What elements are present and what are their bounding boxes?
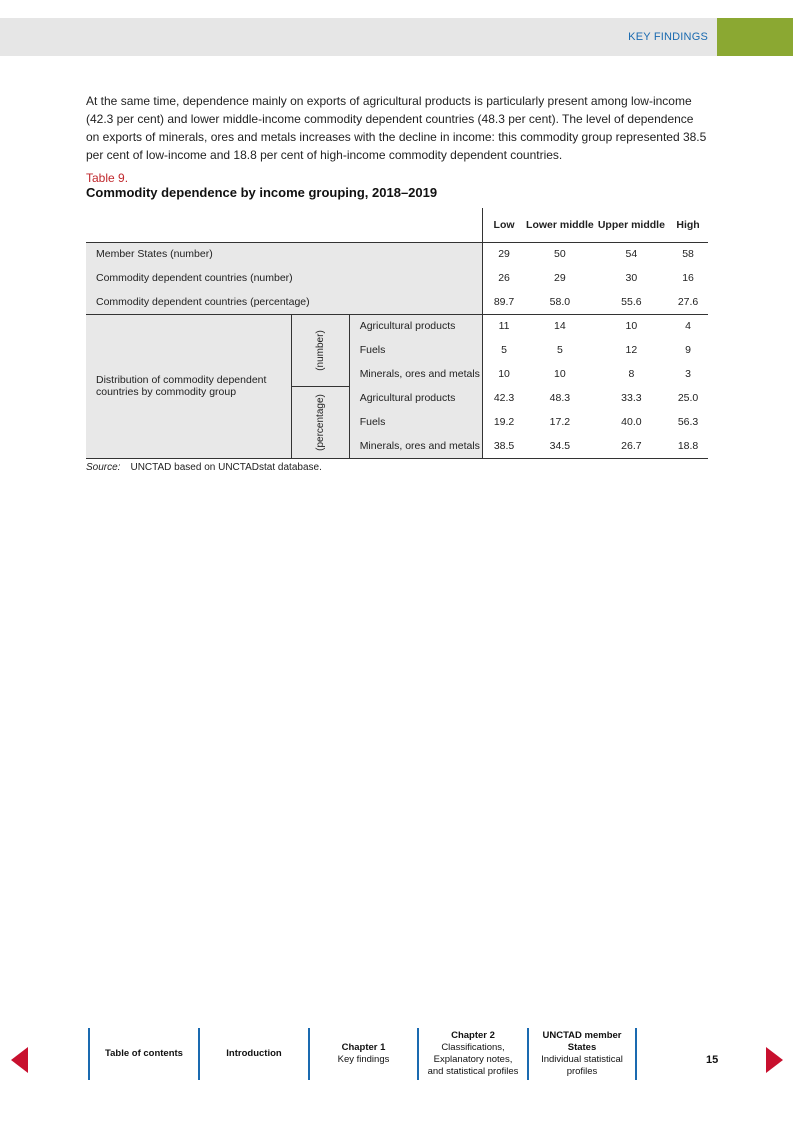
col-header: Upper middle	[595, 208, 668, 242]
table-source	[86, 462, 322, 473]
col-header: Low	[483, 208, 526, 242]
row-label: Member States (number)	[96, 248, 213, 261]
table-title: Commodity dependence by income grouping, 2018–2019	[86, 185, 438, 200]
cell: 50	[525, 242, 595, 266]
cell: 5	[483, 338, 526, 362]
cell: 40.0	[595, 410, 668, 434]
col-header: Lower middle	[525, 208, 595, 242]
row-label: Commodity dependent countries (percentage)	[86, 290, 483, 314]
group-label: Distribution of commodity dependent countries by commodity group	[86, 314, 291, 458]
nav-introduction[interactable]	[198, 1028, 308, 1080]
cell: 9	[668, 338, 708, 362]
row-label: Fuels	[349, 410, 482, 434]
source-label: Source:	[86, 462, 121, 473]
cell: 10	[483, 362, 526, 386]
cell: 19.2	[483, 410, 526, 434]
row-label: Minerals, ores and metals	[349, 362, 482, 386]
cell: 3	[668, 362, 708, 386]
cell: 38.5	[483, 434, 526, 458]
cell: 4	[668, 314, 708, 338]
header-band	[0, 18, 717, 56]
col-header: High	[668, 208, 708, 242]
cell: 26.7	[595, 434, 668, 458]
page-number: 15	[706, 1054, 719, 1066]
table-label: Table 9.	[86, 171, 129, 185]
header-blank-cell	[86, 208, 483, 242]
nav-sublabel: Individual statistical profiles	[541, 1054, 623, 1077]
cell: 11	[483, 314, 526, 338]
row-label: Fuels	[349, 338, 482, 362]
table-row	[86, 314, 708, 338]
nav-chapter-1[interactable]	[308, 1028, 417, 1080]
cell: 30	[595, 266, 668, 290]
cell: 48.3	[525, 386, 595, 410]
table-row	[86, 242, 708, 266]
unit-percentage	[291, 386, 349, 458]
nav-divider	[635, 1028, 637, 1080]
cell: 56.3	[668, 410, 708, 434]
cell: 25.0	[668, 386, 708, 410]
section-header: KEY FINDINGS	[628, 31, 708, 43]
cell: 29	[525, 266, 595, 290]
nav-sublabel: Key findings	[337, 1054, 390, 1065]
cell: 34.5	[525, 434, 595, 458]
cell: 26	[483, 266, 526, 290]
cell: 8	[595, 362, 668, 386]
cell: 10	[525, 362, 595, 386]
nav-chapter-2[interactable]	[417, 1028, 527, 1080]
table-row	[86, 290, 708, 314]
nav-table-of-contents[interactable]	[88, 1028, 198, 1080]
row-label: Commodity dependent countries (number)	[96, 272, 293, 284]
table-header-row	[86, 208, 708, 242]
previous-page-arrow-icon[interactable]	[11, 1047, 28, 1073]
next-page-arrow-icon[interactable]	[766, 1047, 783, 1073]
nav-label: Introduction	[226, 1048, 282, 1059]
unit-number	[291, 314, 349, 386]
cell: 14	[525, 314, 595, 338]
nav-label: Chapter 2	[451, 1030, 495, 1041]
cell: 54	[595, 242, 668, 266]
cell: 17.2	[525, 410, 595, 434]
row-label: Agricultural products	[349, 386, 482, 410]
nav-label: Chapter 1	[341, 1042, 386, 1053]
nav-member-states[interactable]	[527, 1028, 635, 1080]
commodity-dependence-table	[86, 208, 708, 459]
cell: 58	[668, 242, 708, 266]
nav-label: Table of contents	[105, 1048, 183, 1059]
cell: 12	[595, 338, 668, 362]
cell: 42.3	[483, 386, 526, 410]
header-accent-block	[717, 18, 793, 56]
cell: 55.6	[595, 290, 668, 314]
table-row	[86, 266, 708, 290]
nav-sublabel: Classifications, Explanatory notes, and statistical profiles	[427, 1042, 519, 1077]
cell: 18.8	[668, 434, 708, 458]
cell: 33.3	[595, 386, 668, 410]
intro-paragraph: At the same time, dependence mainly on exports of agricultural products is particularly present among low-income (42.3 per cent) and lower middle-income commodity dependent countries (48.3 per cent). The level of dependence on exports of minerals, ores and metals increases with the decline in income: this commodity group represented 38.5 per cent of low-income and 18.8 per cent of high-income commodity dependent countries.	[86, 94, 707, 162]
row-label: Minerals, ores and metals	[349, 434, 482, 458]
unit-percentage-label: (percentage)	[314, 394, 326, 451]
cell: 16	[668, 266, 708, 290]
cell: 89.7	[483, 290, 526, 314]
nav-label: UNCTAD member States	[542, 1030, 622, 1053]
row-label: Agricultural products	[349, 314, 482, 338]
cell: 5	[525, 338, 595, 362]
source-text: UNCTAD based on UNCTADstat database.	[130, 462, 322, 473]
unit-number-label: (number)	[314, 330, 326, 371]
cell: 27.6	[668, 290, 708, 314]
cell: 29	[483, 242, 526, 266]
cell: 58.0	[525, 290, 595, 314]
cell: 10	[595, 314, 668, 338]
